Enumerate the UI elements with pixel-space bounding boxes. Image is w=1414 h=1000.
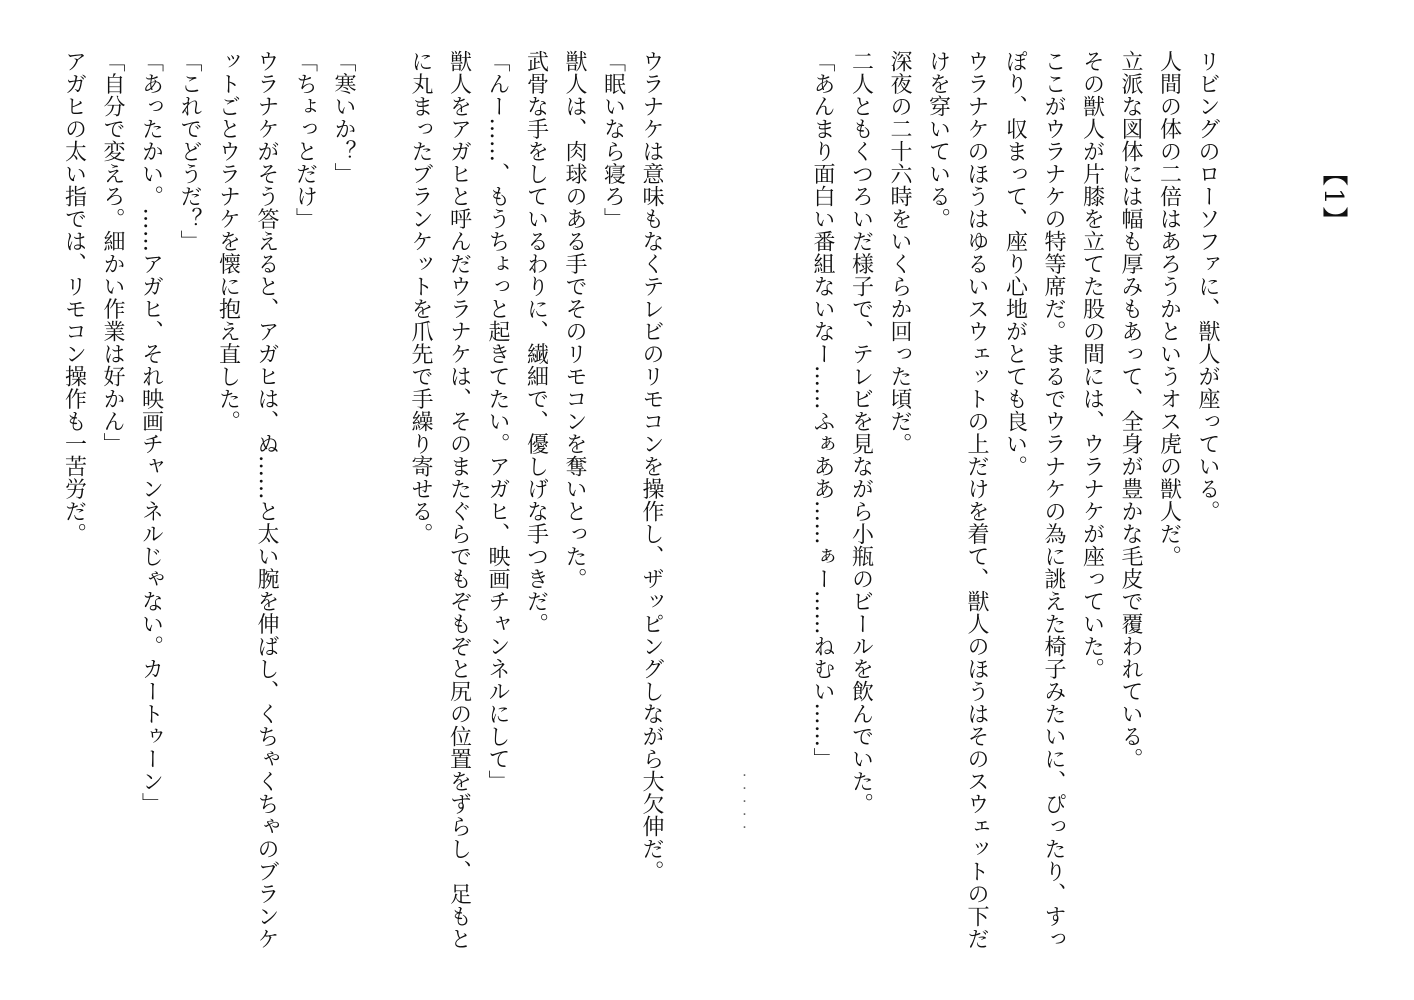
text-line: 二人ともくつろいだ様子で、テレビを見ながら小瓶のビールを飲んでいた。 bbox=[848, 50, 874, 815]
text-line: 「これでどうだ？」 bbox=[177, 50, 202, 253]
text-line: 獣人をアガヒと呼んだウラナケは、そのまたぐらでもぞもぞと尻の位置をずらし、足もと bbox=[446, 50, 472, 950]
text-line: ここがウラナケの特等席だ。まるでウラナケの為に誂えた椅子みたいに、ぴったり、すっ bbox=[1041, 50, 1066, 950]
text-block-lower bbox=[54, 50, 670, 970]
text-line: 人間の体の二倍はあろうかというオス虎の獣人だ。 bbox=[1156, 50, 1182, 568]
text-line: 武骨な手をしているわりに、繊細で、優しげな手つきだ。 bbox=[523, 50, 549, 635]
text-line: 「あんまり面白い番組ないなー……ふぁああ……ぁー……ねむい……」 bbox=[810, 50, 835, 770]
text-line: ぽり、収まって、座り心地がとても良い。 bbox=[1002, 50, 1028, 478]
text-line: 「んー……、もうちょっと起きてたい。アガヒ、映画チャンネルにして」 bbox=[485, 50, 510, 793]
scene-break: ・・・・・ bbox=[737, 770, 748, 835]
text-line: 「あったかい。……アガヒ、それ映画チャンネルじゃない。カートゥーン」 bbox=[138, 50, 164, 815]
text-line: 獣人は、肉球のある手でそのリモコンを奪いとった。 bbox=[562, 50, 587, 590]
text-line: その獣人が片膝を立てた股の間には、ウラナケが座っていた。 bbox=[1079, 50, 1105, 680]
text-line: ウラナケのほうはゆるいスウェットの上だけを着て、獣人のほうはそのスウェットの下だ bbox=[964, 50, 989, 950]
text-line: に丸まったブランケットを爪先で手繰り寄せる。 bbox=[408, 50, 433, 545]
text-line: 立派な図体には幅も厚みもあって、全身が豊かな毛皮で覆われている。 bbox=[1118, 50, 1143, 770]
blank-line bbox=[362, 50, 401, 970]
text-line: ウラナケは意味もなくテレビのリモコンを操作し、ザッピングしながら大欠伸だ。 bbox=[639, 50, 664, 883]
text-line: 「眠いなら寝ろ」 bbox=[600, 50, 626, 230]
text-line: 「寒いか？」 bbox=[331, 50, 356, 185]
chapter-heading: 【1】 bbox=[1318, 160, 1348, 235]
text-line: ットごとウラナケを懐に抱え直した。 bbox=[215, 50, 241, 433]
text-block-upper bbox=[803, 50, 1227, 970]
text-line: 深夜の二十六時をいくらか回った頃だ。 bbox=[887, 50, 912, 455]
text-line: 「ちょっとだけ」 bbox=[292, 50, 318, 230]
text-line: リビングのローソファに、獣人が座っている。 bbox=[1195, 50, 1220, 523]
text-line: 「自分で変えろ。細かい作業は好かん」 bbox=[100, 50, 125, 455]
text-line: けを穿いている。 bbox=[925, 50, 951, 230]
text-line: アガヒの太い指では、リモコン操作も一苦労だ。 bbox=[61, 50, 87, 545]
text-line: ウラナケがそう答えると、アガヒは、ぬ……と太い腕を伸ばし、くちゃくちゃのブランケ bbox=[254, 50, 279, 950]
